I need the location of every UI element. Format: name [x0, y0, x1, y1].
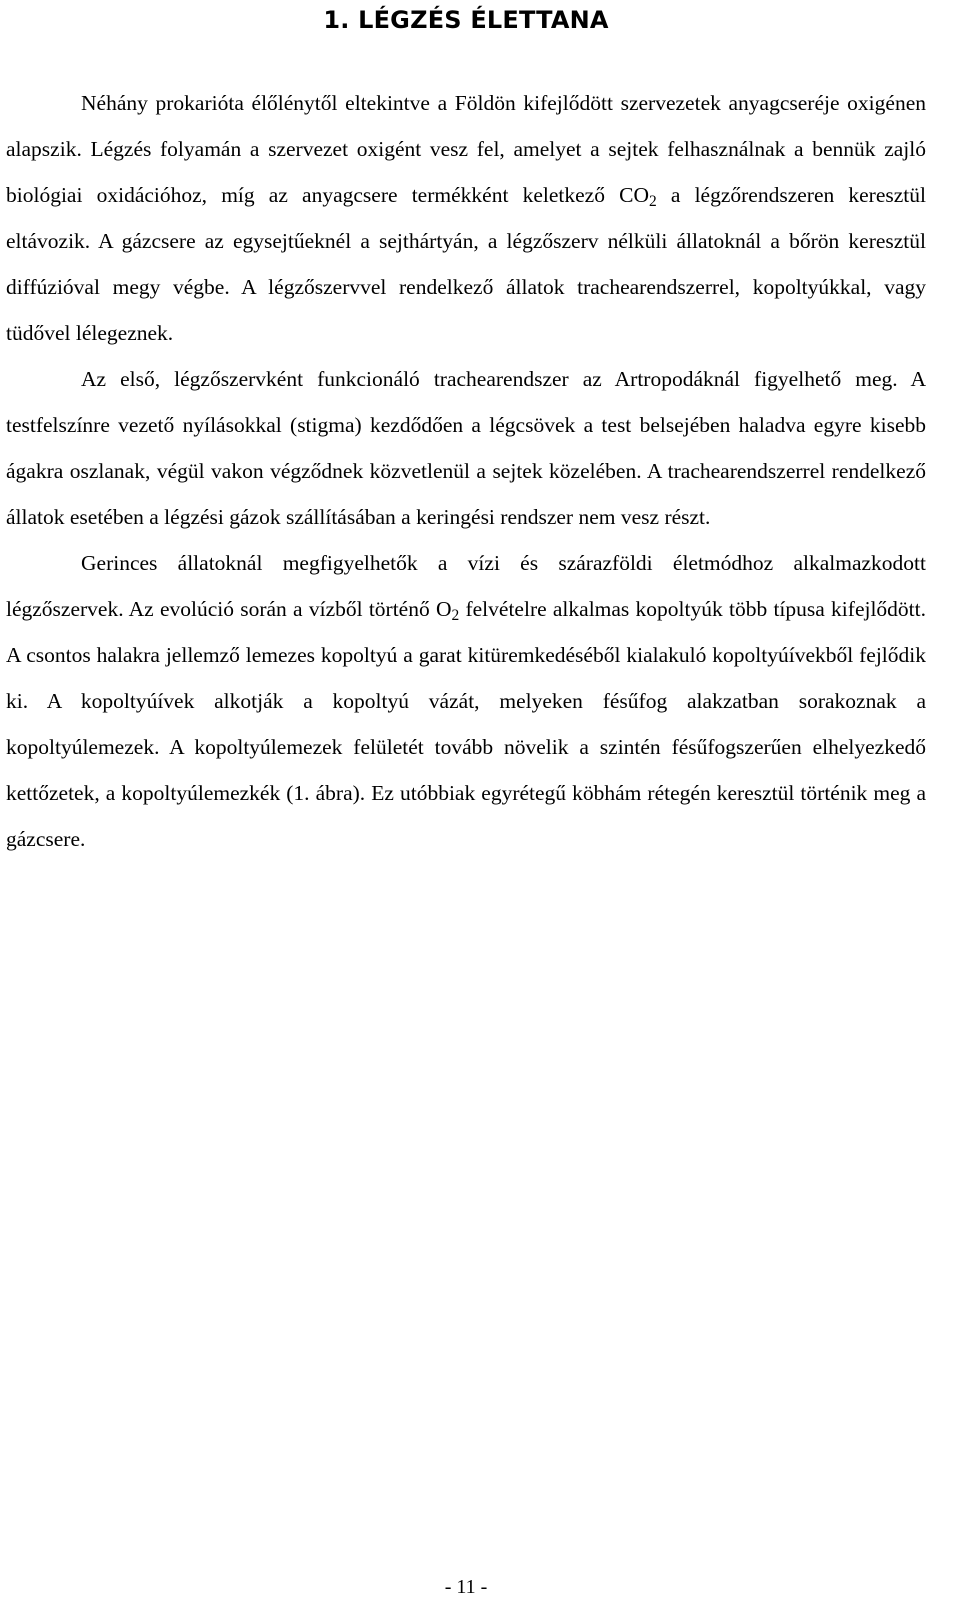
subscript: 2: [648, 192, 657, 210]
chapter-title: 1. LÉGZÉS ÉLETTANA: [323, 6, 609, 34]
paragraph-text: felvételre alkalmas kopoltyúk több típusa kifejlődött. A csontos halakra jellemző lemezes kopoltyú a garat kitüremkedéséből kialakuló kopoltyúívekből fejlődik ki. A kopoltyúívek alkotják a kopoltyú vázát, melyeken fésűfog alakzatban sorakoznak a kopoltyúlemezek. A kopoltyúlemezek felületét tovább növelik a szintén fésűfogszerűen elhelyezkedő kettőzetek, a kopoltyúlemezkék (1. ábra). Ez utóbbiak egyrétegű köbhám rétegén keresztül történik meg a gázcsere.: [6, 597, 927, 851]
paragraph-text: Az első, légzőszervként funkcionáló trachearendszer az Artropodáknál figyelhető meg. A testfelszínre vezető nyílásokkal (stigma) kezdődően a légcsövek a test belsejében haladva egyre kisebb ágakra oszlanak, végül vakon végződnek közvetlenül a sejtek közelében. A trachearendszerrel rendelkező állatok esetében a légzési gázok szállításában a keringési rendszer nem vesz részt.: [6, 367, 926, 529]
paragraph-text: Néhány prokarióta élőlénytől eltekintve a Földön kifejlődött szervezetek anyagcseréje oxigénen alapszik. Légzés folyamán a szervezet oxigént vesz fel, amelyet a sejtek felhasználnak a bennük zajló biológiai oxidációhoz, míg az anyagcsere termékként keletkező CO: [6, 91, 926, 207]
paragraph-respiration-intro: [6, 80, 926, 356]
paragraph-text: Gerinces állatoknál megfigyelhetők a vízi és szárazföldi életmódhoz alkalmazkodott légzőszervek. Az evolúció során a vízből történő O: [6, 551, 926, 621]
paragraph-text: a légzőrendszeren keresztül eltávozik. A gázcsere az egysejtűeknél a sejthártyán, a légzőszerv nélküli állatoknál a bőrön keresztül diffúzióval megy végbe. A légzőszervvel rendelkező állatok trachearendszerrel, kopoltyúkkal, vagy tüdővel lélegeznek.: [6, 183, 926, 345]
page-number: - 11 -: [444, 1576, 488, 1598]
paragraph-trachea: [6, 356, 926, 540]
body-text: [6, 80, 926, 862]
paragraph-vertebrates: [6, 540, 926, 862]
subscript: 2: [451, 606, 460, 624]
